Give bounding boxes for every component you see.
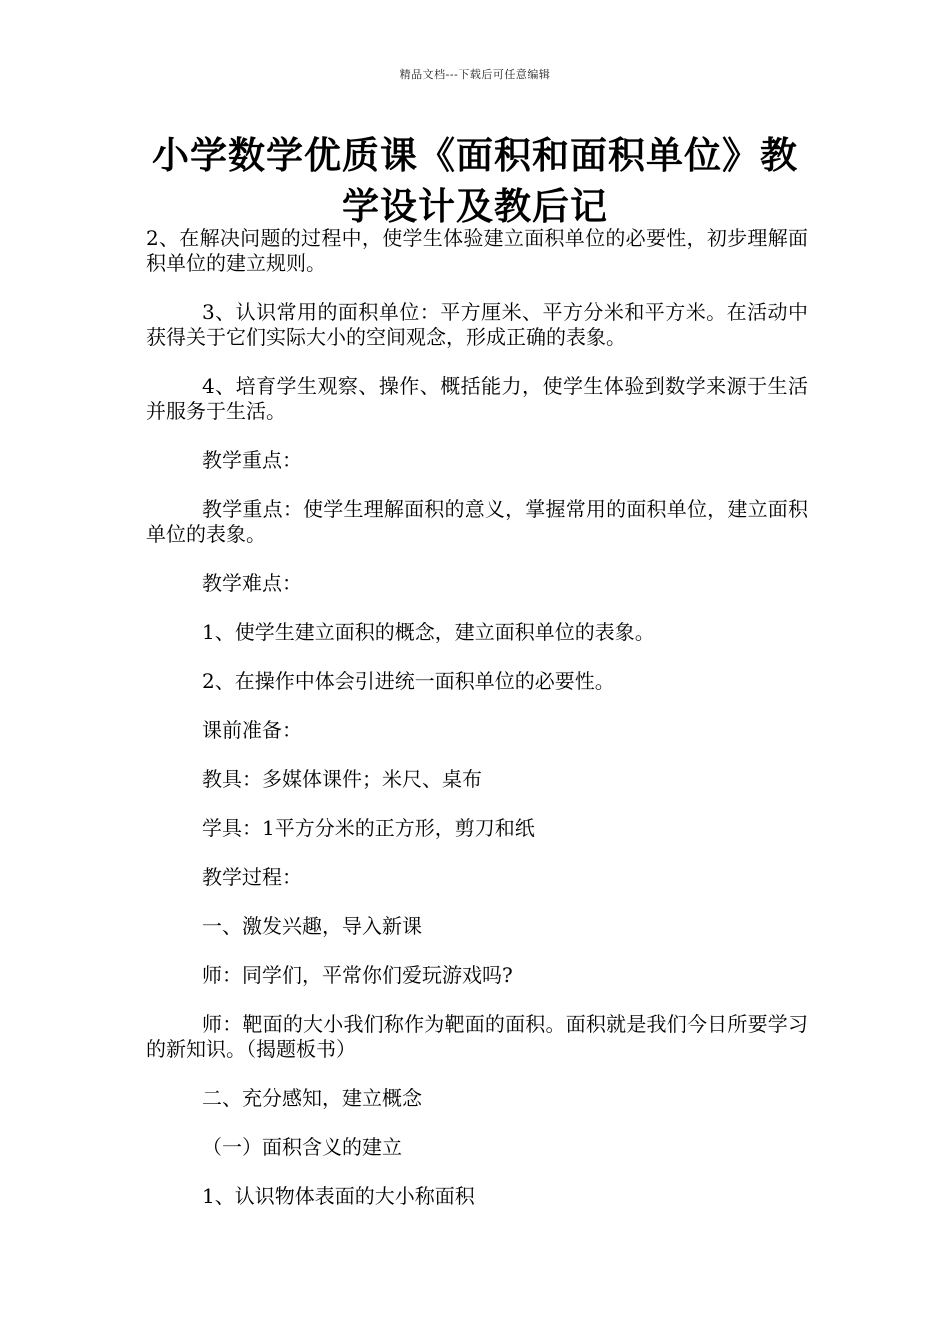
paragraph: 一、激发兴趣，导入新课 bbox=[202, 914, 422, 938]
paragraph: 教具：多媒体课件；米尺、桌布 bbox=[202, 767, 482, 791]
document-body bbox=[146, 226, 808, 1209]
page-header: 精品文档---下载后可任意编辑 bbox=[399, 68, 551, 81]
paragraph: （一）面积含义的建立 bbox=[202, 1135, 402, 1159]
paragraph: 教学重点：使学生理解面积的意义，掌握常用的面积单位，建立面积单位的表象。 bbox=[146, 497, 808, 546]
section-heading: 教学重点： bbox=[202, 448, 302, 472]
paragraph: 4、培育学生观察、操作、概括能力，使学生体验到数学来源于生活并服务于生活。 bbox=[146, 374, 808, 423]
paragraph: 1、使学生建立面积的概念，建立面积单位的表象。 bbox=[202, 620, 655, 644]
paragraph: 师：靶面的大小我们称作为靶面的面积。面积就是我们今日所要学习的新知识。（揭题板书） bbox=[146, 1012, 808, 1061]
paragraph: 学具：1平方分米的正方形，剪刀和纸 bbox=[202, 816, 535, 840]
paragraph: 1、认识物体表面的大小称面积 bbox=[202, 1184, 475, 1208]
paragraph: 师：同学们，平常你们爱玩游戏吗? bbox=[202, 963, 513, 987]
paragraph: 2、在解决问题的过程中，使学生体验建立面积单位的必要性，初步理解面积单位的建立规则。 bbox=[146, 226, 808, 275]
paragraph: 二、充分感知，建立概念 bbox=[202, 1086, 422, 1110]
section-heading: 课前准备： bbox=[202, 718, 302, 742]
paragraph: 3、认识常用的面积单位：平方厘米、平方分米和平方米。在活动中获得关于它们实际大小的空间观念，形成正确的表象。 bbox=[146, 300, 808, 349]
document-title: 小学数学优质课《面积和面积单位》教学设计及教后记 bbox=[152, 134, 798, 228]
section-heading: 教学难点： bbox=[202, 571, 302, 595]
section-heading: 教学过程： bbox=[202, 865, 302, 889]
paragraph: 2、在操作中体会引进统一面积单位的必要性。 bbox=[202, 669, 615, 693]
